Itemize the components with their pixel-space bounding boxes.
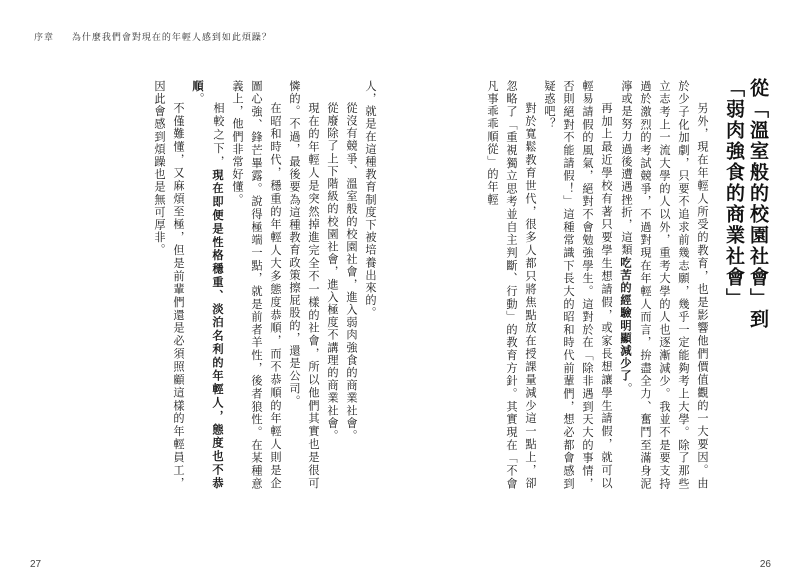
paragraph: 不僅難懂，又麻煩至極，但是前輩們還是必須照顧這樣的年輕員工，因此會感到煩躁也是無可厚非。	[153, 80, 185, 490]
paragraph: 對於寬鬆教育世代，很多人都只將焦點放在授課量減少這一點上，卻忽略了「重視獨立思考並自主判斷、行動」的教育方針。其實現在「不會凡事乖乖順從」的年輕	[486, 80, 537, 490]
text: 另外，現在年輕人所受的教育，也是影響他們價值觀的一大要因。由於少子化加劇，只要不追求前幾志願，幾乎一定能夠考上大學。除了那些立志考上一流大學的人以外，重考大學的人也逐漸減少。我並不是要支持過於激烈的考試競爭，不過對現在年輕人而言，拚盡全力、奮鬥至滿身泥濘或是努力過後遭遇挫折，這類	[620, 80, 709, 490]
page-number-right: 26	[759, 559, 771, 570]
running-head-chapter: 序章	[34, 33, 55, 43]
paragraph	[616, 80, 712, 490]
text: 。	[620, 382, 633, 396]
paragraph: 從廢除了上下階級的校園社會，進入極度不講理的商業社會。	[326, 102, 339, 443]
page-number-left: 27	[30, 559, 42, 570]
running-head	[34, 30, 272, 43]
right-page-body	[452, 80, 712, 490]
section-heading	[722, 78, 770, 518]
text: 相較之下，	[212, 102, 225, 170]
paragraph: 人，就是在這種教育制度下被培養出來的。	[364, 80, 377, 320]
paragraph: 從沒有競爭、溫室般的校園社會，進入弱肉強食的商業社會。	[345, 102, 358, 443]
paragraph: 在昭和時代，穩重的年輕人大多態度恭順，而不恭順的年輕人則是企圖心強、鋒芒畢露。說得極端一點，就是前者羊性，後者狼性。在某種意義上，他們非常好懂。	[231, 80, 282, 490]
paragraph: 現在的年輕人是突然掉進完全不一樣的社會，所以他們其實也是很可憐的。不過，最後要為這種教育政策擦屁股的，還是公司。	[288, 80, 320, 490]
text: 。	[192, 92, 205, 106]
paragraph	[188, 80, 228, 490]
section-heading-line2: 「弱肉強食的商業社會」	[723, 78, 745, 309]
bold-text: 吃苦的經驗明顯減少了	[619, 256, 633, 383]
left-page-body	[55, 80, 380, 490]
bold-text: 態度也不恭順	[191, 80, 225, 490]
paragraph: 再加上最近學校有著只要學生想請假，或家長想讓學生請假，就可以輕易請假的風氣，絕對不會勉強學生。這對於在「除非遇到天大的事情，否則絕對不能請假！」這種常識下長大的昭和時代前輩們，想必都會感到疑惑吧？	[543, 80, 613, 490]
running-head-title: 為什麼我們會對現在的年輕人感到如此煩躁？	[71, 33, 272, 43]
section-heading-line1: 從「溫室般的校園社會」到	[747, 78, 769, 330]
bold-text: 現在即便是性格穩重、淡泊名利的年輕人，	[211, 169, 225, 424]
